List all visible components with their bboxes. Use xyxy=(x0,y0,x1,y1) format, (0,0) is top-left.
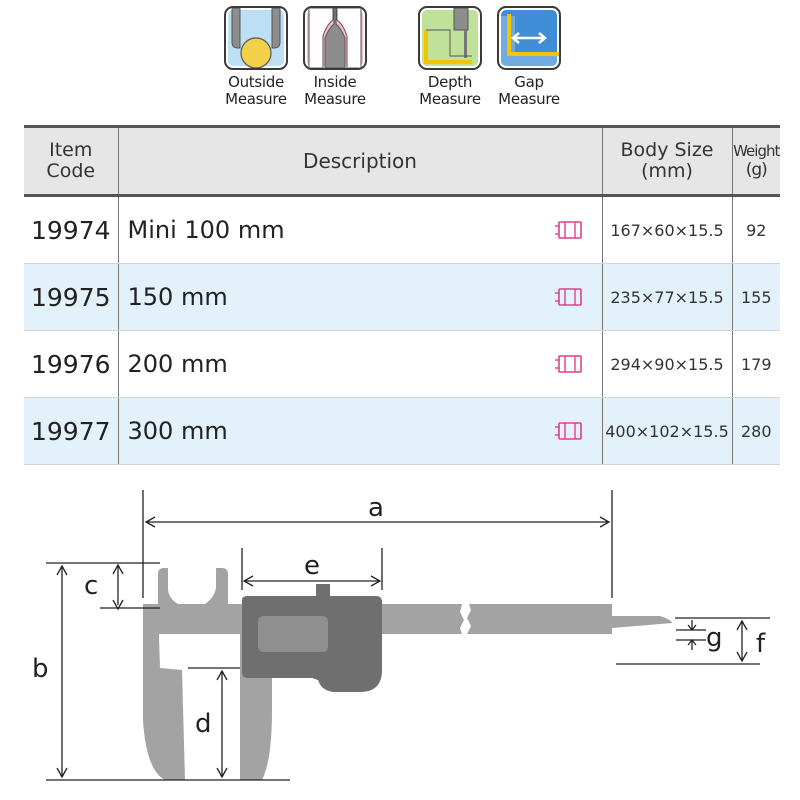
dim-label-d: d xyxy=(195,709,212,739)
header-line: Code xyxy=(46,160,96,182)
icon-label-line1: Inside xyxy=(313,73,357,91)
dim-label-b: b xyxy=(32,654,49,684)
item-code-cell: 19977 xyxy=(24,398,118,465)
gap-measure-label xyxy=(492,74,566,108)
body-size-cell: 294×90×15.5 xyxy=(602,331,732,398)
gap-measure-icon xyxy=(497,6,561,70)
body-size-cell: 400×102×15.5 xyxy=(602,398,732,465)
table-row xyxy=(24,331,780,398)
outside-measure-item xyxy=(219,6,293,108)
caliper-pink-icon xyxy=(554,287,584,307)
caliper-pink-icon xyxy=(554,220,584,240)
table-row xyxy=(24,196,780,264)
icon-label-line2: Measure xyxy=(498,90,560,108)
dim-label-f: f xyxy=(756,629,766,659)
weight-cell: 92 xyxy=(732,196,780,264)
icon-label-line2: Measure xyxy=(419,90,481,108)
weight-cell: 179 xyxy=(732,331,780,398)
header-weight xyxy=(732,127,780,196)
header-line: Weight xyxy=(733,142,780,160)
description-cell xyxy=(118,331,602,398)
item-code-cell: 19974 xyxy=(24,196,118,264)
description-text: 300 mm xyxy=(127,417,228,445)
outside-measure-icon xyxy=(224,6,288,70)
body-size-cell: 167×60×15.5 xyxy=(602,196,732,264)
header-body-size xyxy=(602,127,732,196)
header-line: (g) xyxy=(745,160,767,180)
header-line: Item xyxy=(49,139,93,161)
caliper-pink-icon xyxy=(554,354,584,374)
depth-measure-icon xyxy=(418,6,482,70)
header-line: Description xyxy=(303,149,417,173)
table-header-row xyxy=(24,127,780,196)
inside-measure-item xyxy=(298,6,372,108)
dim-label-c: c xyxy=(84,571,99,601)
dim-label-g: g xyxy=(706,623,723,653)
outside-measure-label xyxy=(219,74,293,108)
item-code-cell: 19976 xyxy=(24,331,118,398)
dim-label-a: a xyxy=(368,493,384,523)
spec-table xyxy=(24,125,780,465)
dim-label-e: e xyxy=(304,551,320,581)
description-cell xyxy=(118,196,602,264)
weight-cell: 155 xyxy=(732,264,780,331)
depth-measure-item xyxy=(413,6,487,108)
table-row xyxy=(24,264,780,331)
icon-label-line2: Measure xyxy=(225,90,287,108)
description-cell xyxy=(118,264,602,331)
description-text: 200 mm xyxy=(127,350,228,378)
table-row xyxy=(24,398,780,465)
icon-label-line1: Depth xyxy=(427,73,473,91)
description-text: 150 mm xyxy=(127,283,228,311)
inside-measure-label xyxy=(298,74,372,108)
gap-measure-item xyxy=(492,6,566,108)
header-line: (mm) xyxy=(641,160,693,182)
depth-measure-label xyxy=(413,74,487,108)
description-text: Mini 100 mm xyxy=(127,216,285,244)
icon-label-line1: Outside xyxy=(228,73,284,91)
measurement-modes-strip xyxy=(0,0,800,120)
weight-cell: 280 xyxy=(732,398,780,465)
caliper-pink-icon xyxy=(554,421,584,441)
icon-label-line2: Measure xyxy=(304,90,366,108)
body-size-cell: 235×77×15.5 xyxy=(602,264,732,331)
header-item-code xyxy=(24,127,118,196)
inside-measure-icon xyxy=(303,6,367,70)
description-cell xyxy=(118,398,602,465)
header-description xyxy=(118,127,602,196)
icon-label-line1: Gap xyxy=(514,73,544,91)
caliper-dimension-diagram xyxy=(0,470,800,800)
item-code-cell: 19975 xyxy=(24,264,118,331)
header-line: Body Size xyxy=(620,139,714,161)
